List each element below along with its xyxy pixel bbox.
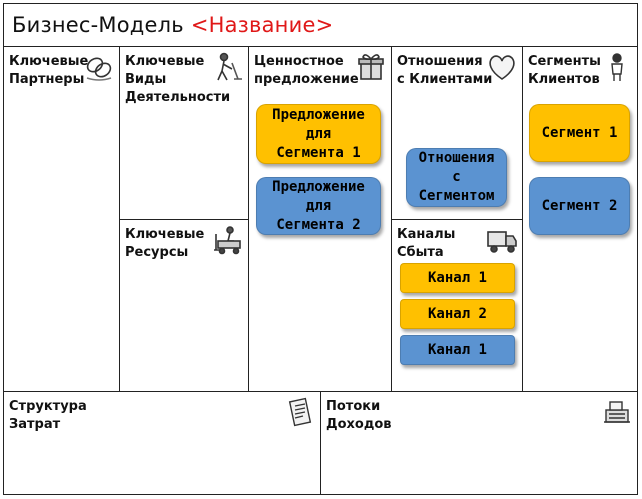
channel-card-2: Канал 2 — [400, 299, 515, 329]
block-revenue-streams-label: Потоки Доходов — [326, 399, 392, 432]
block-customer-relationships — [391, 46, 523, 220]
relationship-card-segment: Отношения с Сегментом — [406, 148, 507, 207]
value-card-segment-1: Предложение для Сегмента 1 — [256, 104, 381, 164]
block-key-resources — [119, 219, 249, 392]
block-key-activities-label: Ключевые Виды Деятельности — [125, 54, 231, 105]
block-channels — [391, 219, 523, 392]
block-cost-structure — [3, 391, 321, 495]
cash-register-icon — [601, 396, 633, 428]
block-key-partners — [3, 46, 120, 392]
channel-card-3: Канал 1 — [400, 335, 515, 365]
forklift-icon — [212, 224, 244, 256]
block-cost-structure-label: Структура Затрат — [9, 399, 87, 432]
block-customer-relationships-label: Отношения с Клиентами — [397, 54, 493, 87]
block-customer-segments — [522, 46, 638, 392]
value-card-segment-2: Предложение для Сегмента 2 — [256, 177, 381, 235]
title-name-placeholder: <Название> — [190, 13, 334, 37]
invoice-icon — [284, 396, 316, 428]
block-key-activities — [119, 46, 249, 220]
segment-card-2: Сегмент 2 — [529, 177, 630, 235]
person-icon — [601, 51, 633, 83]
block-revenue-streams — [320, 391, 638, 495]
block-key-resources-label: Ключевые Ресурсы — [125, 227, 205, 260]
block-value-proposition-label: Ценностное предложение — [254, 54, 359, 87]
block-channels-label: Каналы Сбыта — [397, 227, 456, 260]
chain-link-icon — [83, 51, 115, 83]
block-value-proposition — [248, 46, 392, 392]
block-key-partners-label: Ключевые Партнеры — [9, 54, 89, 87]
segment-card-1: Сегмент 1 — [529, 104, 630, 162]
title-text: Бизнес-Модель — [12, 13, 184, 37]
channel-card-1: Канал 1 — [400, 263, 515, 293]
worker-icon — [212, 51, 244, 83]
delivery-truck-icon — [486, 224, 518, 256]
canvas-title — [3, 3, 638, 46]
heart-icon — [486, 51, 518, 83]
block-customer-segments-label: Сегменты Клиентов — [528, 54, 601, 87]
gift-box-icon — [355, 51, 387, 83]
